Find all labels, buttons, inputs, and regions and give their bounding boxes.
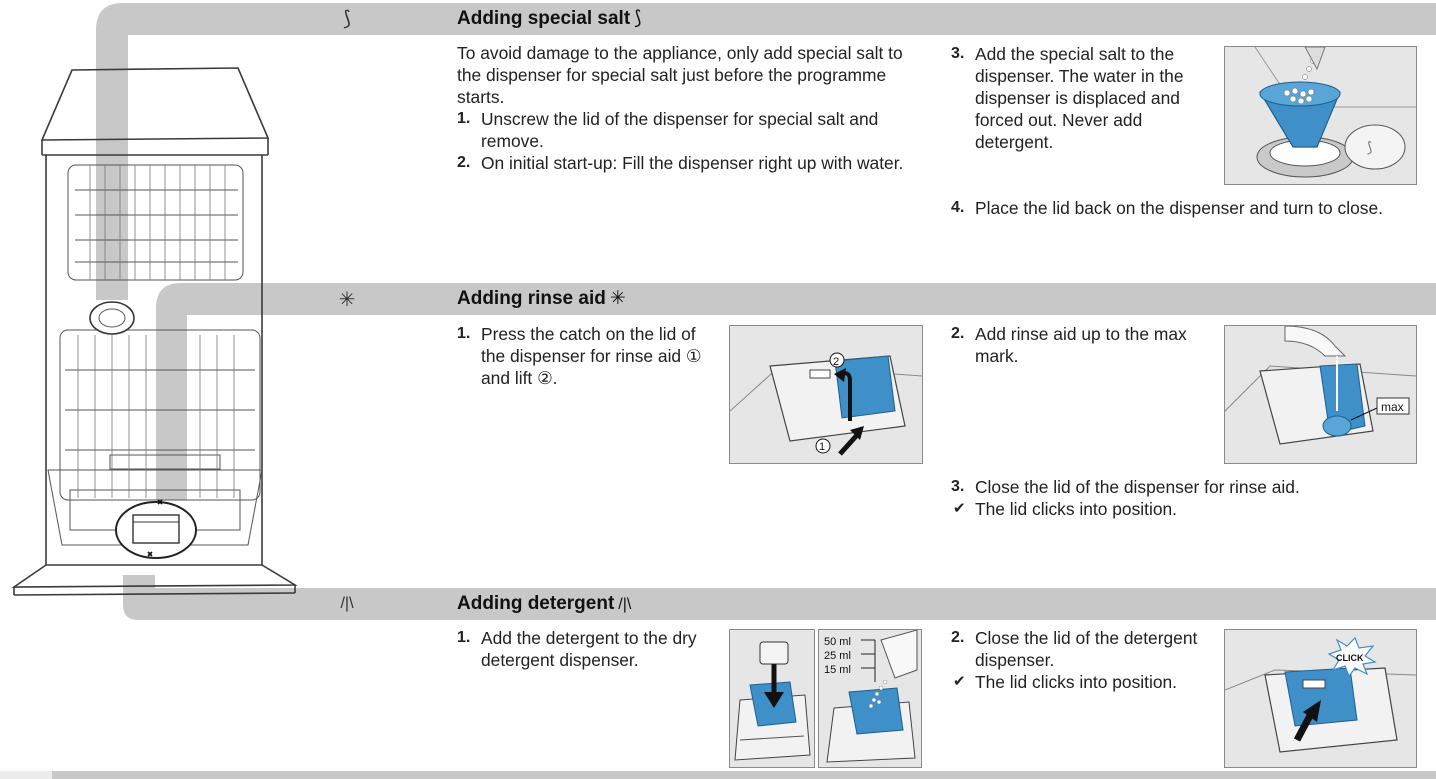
rinse-title-icon: ✳: [609, 288, 626, 309]
salt-step-3: 3. Add the special salt to the dispenser. The water in the dispenser is displaced and forced out. Never add detergent.: [951, 44, 1184, 152]
rinse-section-title: Adding rinse aid ✳: [457, 288, 626, 309]
rinse-result: ✔ The lid clicks into position.: [953, 499, 1178, 519]
rinse-label-two: 2: [833, 356, 840, 368]
rinse-step-3-block: [951, 476, 1421, 520]
detergent-section-title: Adding detergent /|\: [457, 593, 632, 614]
detergent-figure-2: [1224, 629, 1417, 768]
salt-step-2: 2. On initial start-up: Fill the dispenser right up with water.: [457, 153, 904, 173]
detergent-result: ✔ The lid clicks into position.: [953, 672, 1178, 692]
detergent-title-icon: /|\: [618, 596, 632, 613]
salt-intro: To avoid damage to the appliance, only add special salt to the dispenser for special salt just before the programme starts.: [457, 43, 903, 107]
salt-step-4: 4. Place the lid back on the dispenser and turn to close.: [951, 198, 1383, 218]
salt-title-icon: ⟆: [634, 8, 642, 29]
check-icon: ✔: [953, 500, 966, 517]
detergent-step-2: 2. Close the lid of the detergent dispenser.: [951, 628, 1198, 670]
rinse-figure-2: [1224, 325, 1417, 464]
detergent-25ml-label: 25 ml: [824, 650, 851, 662]
rinse-step-3: 3. Close the lid of the dispenser for rinse aid.: [951, 477, 1300, 497]
detergent-15ml-label: 15 ml: [824, 664, 851, 676]
detergent-step-1: 1. Add the detergent to the dry detergent dispenser.: [457, 628, 697, 670]
detergent-figure-1b: [818, 629, 922, 768]
salt-step-3-block: [951, 43, 1219, 153]
detergent-50ml-label: 50 ml: [824, 636, 851, 648]
rinse-step-1: 1. Press the catch on the lid of the dispenser for rinse aid ① and lift ②.: [457, 324, 702, 388]
footer-left-block: [0, 771, 52, 779]
rinse-step-1-block: [457, 323, 719, 389]
rinse-aid-symbol-icon: ✳: [338, 289, 356, 311]
salt-intro-block: [457, 42, 927, 174]
salt-step-4-block: [951, 197, 1421, 219]
rinse-step-2: 2. Add rinse aid up to the max mark.: [951, 324, 1187, 366]
footer-bar: [52, 771, 1436, 779]
detergent-symbol-icon: /|\: [340, 595, 354, 612]
check-icon: ✔: [953, 673, 966, 690]
svg-text:⟆: ⟆: [1367, 140, 1373, 156]
rinse-step-2-block: [951, 323, 1213, 367]
detergent-figure-1a: [729, 629, 815, 768]
detergent-step-2-block: [951, 627, 1213, 693]
dishwasher-illustration: [0, 0, 447, 640]
rinse-label-one: 1: [819, 441, 826, 453]
salt-step-1: 1. Unscrew the lid of the dispenser for special salt and remove.: [457, 109, 879, 151]
rinse-max-label: max: [1381, 400, 1404, 414]
salt-symbol-icon: ⟆: [343, 8, 351, 30]
salt-figure: [1224, 46, 1417, 185]
salt-section-title: Adding special salt ⟆: [457, 8, 642, 29]
detergent-click-label: CLICK: [1336, 653, 1364, 663]
detergent-step-1-block: [457, 627, 719, 671]
rinse-figure-1: [729, 325, 923, 464]
